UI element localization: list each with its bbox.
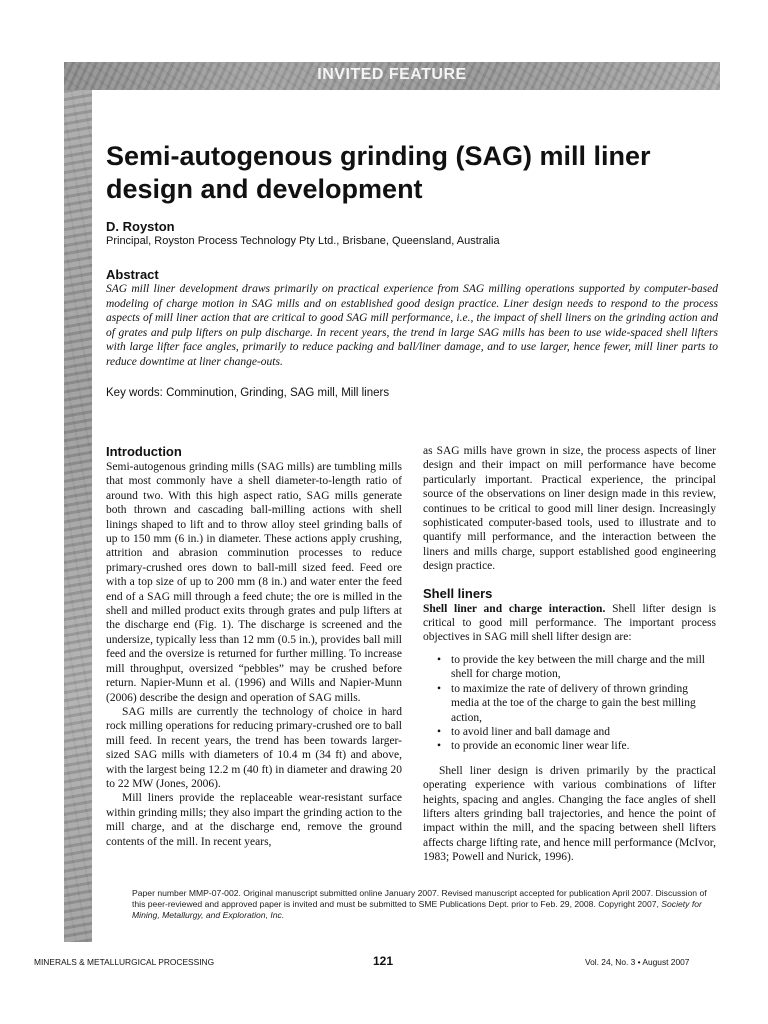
footnote-society: Society for Mining, Metallurgy, and Exploration, Inc. bbox=[132, 899, 702, 921]
shell-liners-paragraph-1 bbox=[423, 602, 716, 645]
manuscript-footnote bbox=[132, 888, 712, 922]
left-column bbox=[106, 444, 402, 849]
introduction-paragraph-1: Semi-autogenous grinding mills (SAG mills) are tumbling mills that most commonly have a shell diameter-to-length ratio of around two. With this high aspect ratio, SAG mills generate both thrown and cascading ball-milling actions with shell linings shaped to lift and to throw alloy steel grinding balls of up to 150 mm (6 in.) in diameter. These actions apply crushing, attrition and abrasion comminution processes to reduce primary-crushed ores down to ball-mill sized feed. Feed ore with a top size of up to 200 mm (8 in.) and water enter the feed end of a SAG mill through a feed chute; the ore is milled in the shell and milled product exits through grates and pulp lifters at the discharge end (Fig. 1). The discharge is screened and the undersize, typically less than 12 mm (0.5 in.), provides ball mill feed and the oversize is returned for further milling. To increase mill throughput, oversized “pebbles” may be crushed before return. Napier-Munn et al. (1996) and Wills and Napier-Munn (2006) describe the design and operation of SAG mills. bbox=[106, 461, 402, 704]
page-number: 121 bbox=[373, 954, 394, 968]
introduction-paragraph-2: SAG mills are currently the technology of choice in hard rock milling operations for reducing primary-crushed ore to ball mill feed. In recent years, the trend has been towards larger-sized SAG mills with diameters of 10.4 m (34 ft) and above, with the largest being 12.2 m (40 ft) in diameter and drawing 20 to 22 MW (Jones, 2006). bbox=[106, 705, 402, 790]
shell-liners-paragraph-2: Shell liner design is driven primarily by the practical operating experience with various combinations of lifter heights, spacing and angles. Changing the face angles of shell lifters alters grinding ball trajectories, and hence the point of impact within the mill, and the spacing between shell lifters affects charge lifting rate, and hence mill performance (McIvor, 1983; Powell and Nurick, 1996). bbox=[423, 764, 716, 864]
list-item: • to provide the key between the mill charge and the mill shell for charge motion, bbox=[437, 653, 716, 682]
author-name: D. Royston bbox=[106, 219, 175, 234]
invited-feature-banner bbox=[64, 62, 720, 90]
banner-label: INVITED FEATURE bbox=[317, 66, 467, 83]
lifter-design-objectives-list bbox=[423, 653, 716, 754]
list-item: • to provide an economic liner wear life. bbox=[437, 739, 716, 753]
volume-info: Vol. 24, No. 3 • August 2007 bbox=[585, 957, 690, 967]
list-item: • to maximize the rate of delivery of thrown grinding media at the toe of the charge to gain the best milling action, bbox=[437, 682, 716, 725]
abstract-heading: Abstract bbox=[106, 267, 159, 282]
shell-liner-run-in-heading: Shell liner and charge interaction. bbox=[423, 602, 606, 615]
right-column bbox=[423, 444, 716, 865]
introduction-paragraph-3: Mill liners provide the replaceable wear-resistant surface within grinding mills; they also impart the grinding action to the mill charge, and at the discharge end, remove the ground contents of the mill. In recent years, bbox=[106, 792, 402, 848]
shell-liners-heading: Shell liners bbox=[423, 585, 493, 601]
article-title: Semi-autogenous grinding (SAG) mill liner design and development bbox=[106, 141, 651, 204]
footnote-text: Paper number MMP-07-002. Original manuscript submitted online January 2007. Revised manuscript accepted for publication April 2007. Discussion of this peer-reviewed and approved paper is invited and must be submitted to SME Publications Dept. prior to Feb. 29, 2008. Copyright 2007, bbox=[132, 888, 707, 910]
journal-name: MINERALS & METALLURGICAL PROCESSING bbox=[34, 957, 215, 967]
introduction-paragraph-4: as SAG mills have grown in size, the process aspects of liner design and their impact on mill performance have become particularly important. Practical experience, the principal source of the observations on liner design made in this review, continues to be critical to good mill liner design. Increasingly sophisticated computer-based tools, used to illustrate and to quantify mill performance, and the interaction between the liners and mills charge, support established good engineering design practice. bbox=[423, 445, 716, 573]
author-affiliation: Principal, Royston Process Technology Pty Ltd., Brisbane, Queensland, Australia bbox=[106, 235, 500, 247]
introduction-heading: Introduction bbox=[106, 444, 182, 459]
shell-liners-paragraph-1-text: Shell lifter design is critical to good mill performance. The important process objectives in SAG mill shell lifter design are: bbox=[423, 602, 716, 644]
abstract-text: SAG mill liner development draws primarily on practical experience from SAG milling operations supported by computer-based modeling of charge motion in SAG mills and on established good design practice. Liner design needs to respond to the process aspects of mill liner action that are critical to good SAG mill performance, i.e., the impact of shell liners on the grinding action and of grates and pulp lifters on pulp discharge. In recent years, the trend in large SAG mills has been to use wide-spaced shell lifters with large lifter face angles, primarily to reduce packing and ball/liner damage, and to use larger, hence fewer, mill liner parts to reduce downtime at liner change-outs. bbox=[106, 283, 718, 368]
keywords: Key words: Comminution, Grinding, SAG mill, Mill liners bbox=[106, 387, 390, 399]
list-item: • to avoid liner and ball damage and bbox=[437, 725, 716, 739]
decorative-side-strip bbox=[64, 90, 92, 942]
